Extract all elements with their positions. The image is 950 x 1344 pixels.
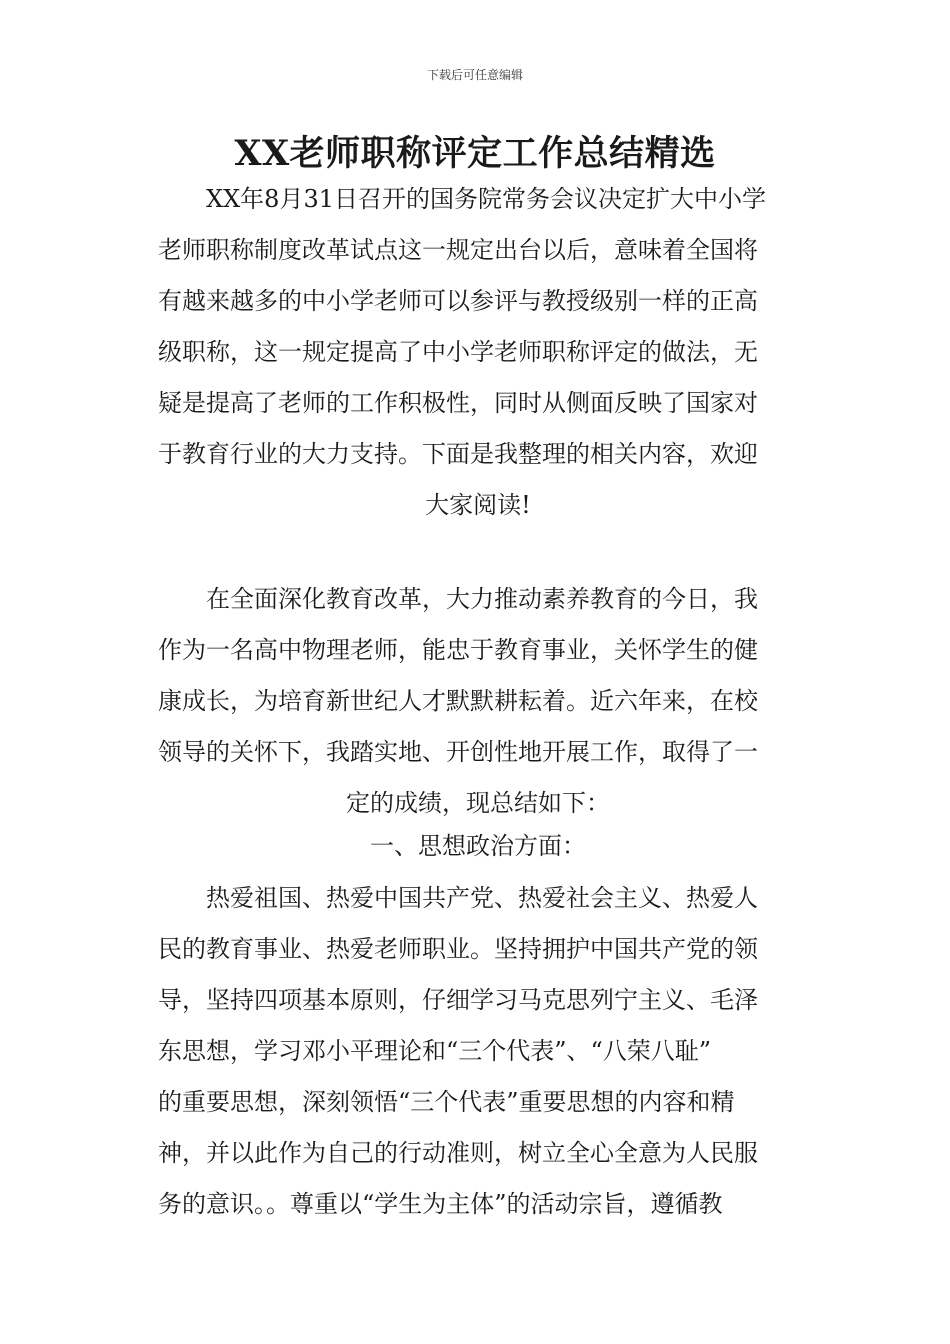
document-title: XX老师职称评定工作总结精选: [234, 133, 716, 174]
text-line: 级职称，这一规定提高了中小学老师职称评定的做法，无: [158, 338, 758, 366]
text-line: 导，坚持四项基本原则，仔细学习马克思列宁主义、毛泽: [158, 986, 758, 1014]
text-line: 在全面深化教育改革，大力推动素养教育的今日，我: [206, 585, 758, 613]
text-line: 务的意识。。尊重以“学生为主体”的活动宗旨，遵循教: [158, 1190, 723, 1218]
text-line: 有越来越多的中小学老师可以参评与教授级别一样的正高: [158, 287, 758, 315]
text-line: 作为一名高中物理老师，能忠于教育事业，关怀学生的健: [158, 636, 758, 664]
section-heading: 一、思想政治方面：: [370, 832, 586, 860]
text-line: XX年8月31日召开的国务院常务会议决定扩大中小学: [206, 185, 766, 213]
paragraph-1: [158, 574, 798, 829]
text-line: 的重要思想，深刻领悟“三个代表”重要思想的内容和精: [158, 1088, 735, 1116]
text-line: 神，并以此作为自己的行动准则，树立全心全意为人民服: [158, 1139, 758, 1167]
text-line: 定的成绩，现总结如下：: [346, 789, 610, 817]
text-line: 于教育行业的大力支持。下面是我整理的相关内容，欢迎: [158, 440, 758, 468]
text-line: 大家阅读!: [425, 491, 531, 519]
text-line: 热爱祖国、热爱中国共产党、热爱社会主义、热爱人: [206, 884, 758, 912]
text-line: 老师职称制度改革试点这一规定出台以后，意味着全国将: [158, 236, 758, 264]
text-line: 疑是提高了老师的工作积极性，同时从侧面反映了国家对: [158, 389, 758, 417]
text-line: 东思想，学习邓小平理论和“三个代表”、“八荣八耻”: [158, 1037, 712, 1065]
paragraph-2: [158, 873, 798, 1230]
intro-paragraph: [158, 174, 798, 531]
header-note: 下载后可任意编辑: [426, 68, 523, 82]
text-line: 民的教育事业、热爱老师职业。坚持拥护中国共产党的领: [158, 935, 758, 963]
section-heading-wrap: [158, 821, 798, 872]
text-line: 领导的关怀下，我踏实地、开创性地开展工作，取得了一: [158, 738, 758, 766]
text-line: 康成长，为培育新世纪人才默默耕耘着。近六年来，在校: [158, 687, 758, 715]
